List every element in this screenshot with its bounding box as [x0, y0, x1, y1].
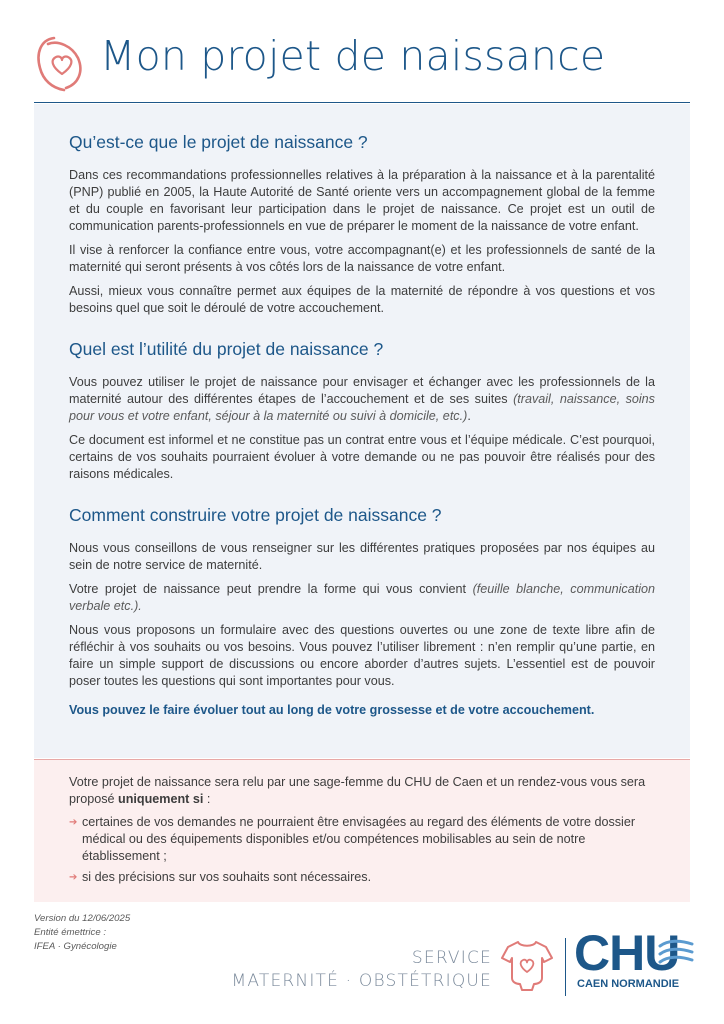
- section-heading: Quel est l’utilité du projet de naissance ?: [69, 339, 384, 359]
- info-intro: [69, 774, 655, 808]
- paragraph: Nous vous conseillons de vous renseigner sur les différentes pratiques proposées par nos équipes au sein de notre service de maternité.: [69, 541, 655, 572]
- arrow-right-icon: ➔: [69, 817, 78, 828]
- chu-city: CAEN: [577, 978, 612, 990]
- page-header: [34, 28, 690, 102]
- list-item: [69, 814, 655, 865]
- section-how-to-build: [69, 505, 655, 719]
- header-divider: [34, 102, 690, 103]
- paragraph: Dans ces recommandations professionnelles relatives à la préparation à la naissance et à la parentalité (PNP) publié en 2005, la Haute Autorité de Santé oriente vers un accompagnement global de la femme et du couple en favorisant leur participation dans le projet de naissance. Ce projet est un outil de communication parents-professionnels en vue de préparer le moment de la naissance de votre enfant.: [69, 168, 655, 233]
- list-item-text: si des précisions sur vos souhaits sont nécessaires.: [82, 870, 372, 884]
- section-what-is: [69, 132, 655, 317]
- paragraph: Il vise à renforcer la confiance entre vous, votre accompagnant(e) et les professionnels de santé de la maternité qui seront présents à vos côtés lors de la naissance de votre enfant.: [69, 243, 655, 274]
- paragraph-italic: (feuille blanche, communication verbale etc.).: [69, 582, 656, 613]
- section-heading: Qu’est-ce que le projet de naissance ?: [69, 132, 368, 152]
- separator-dot: ·: [345, 971, 353, 991]
- main-content-panel: [34, 104, 690, 758]
- section-heading: Comment construire votre projet de naissance ?: [69, 505, 442, 525]
- department-obstetrics: OBSTÉTRIQUE: [358, 971, 492, 991]
- chu-caen-logo: [574, 925, 696, 1000]
- service-name: [200, 948, 492, 991]
- logo-divider: [565, 938, 566, 996]
- info-intro-text: Votre projet de naissance sera relu par une sage-femme du CHU de Caen et un rendez-vous vous sera proposé: [69, 775, 646, 806]
- info-content: [69, 774, 655, 890]
- chu-location: [577, 978, 679, 990]
- service-label: SERVICE: [411, 948, 492, 968]
- paragraph-text: Votre projet de naissance peut prendre la forme qui vous convient: [69, 582, 473, 596]
- paragraph: Aussi, mieux vous connaître permet aux équipes de la maternité de répondre à vos questions et vos besoins quel que soit le déroulé de votre accouchement.: [69, 284, 655, 315]
- paragraph-end: .: [467, 409, 471, 423]
- list-item-text: certaines de vos demandes ne pourraient être envisagées au regard des éléments de votre dossier médical ou des équipements disponibles et/ou compétences mobilisables au sein de notre établissement ;: [82, 815, 636, 863]
- department-maternity: MATERNITÉ: [231, 971, 340, 991]
- pregnant-heart-icon: [34, 34, 88, 94]
- service-department: [200, 971, 492, 991]
- info-panel: [34, 759, 690, 902]
- list-item: [69, 869, 655, 886]
- reasons-list: [69, 814, 655, 886]
- version-date: Version du 12/06/2025: [34, 913, 131, 924]
- chu-wordmark: CHU: [574, 925, 680, 981]
- info-intro-bold: uniquement si: [118, 792, 204, 806]
- section-utility: [69, 339, 655, 483]
- paragraph-text: Vous pouvez utiliser le projet de naissance pour envisager et échanger avec les professionnels de la maternité autour des différentes étapes de l’accouchement et de ses suites: [69, 375, 655, 406]
- paragraph: [69, 581, 655, 615]
- main-content: [69, 132, 655, 741]
- chu-region: NORMANDIE: [611, 978, 680, 990]
- issuing-entity: IFEA · Gynécologie: [34, 941, 117, 952]
- wave-emblem-icon: [656, 936, 696, 980]
- paragraph: [69, 374, 655, 425]
- baby-bodysuit-heart-icon: [500, 938, 554, 992]
- emphasis-note: Vous pouvez le faire évoluer tout au long de votre grossesse et de votre accouchement.: [69, 703, 595, 717]
- paragraph: Nous vous proposons un formulaire avec des questions ouvertes ou une zone de texte libre afin de réfléchir à vos souhaits ou vos besoins. Vous pouvez l’utiliser librement : n’en remplir qu’une partie, en faire un simple support de discussions ou encore aborder d’autres sujets. L’essentiel est de pouvoir poser toutes les questions qui sont importantes pour vous.: [69, 623, 655, 688]
- document-metadata: [34, 912, 130, 954]
- info-intro-end: :: [203, 792, 211, 806]
- issuing-entity-label: Entité émettrice :: [34, 927, 106, 938]
- page-title: Mon projet de naissance: [100, 32, 606, 80]
- arrow-right-icon: ➔: [69, 872, 78, 883]
- paragraph-italic: (travail, naissance, soins pour vous et votre enfant, séjour à la maternité ou suivi à domicile, etc.): [69, 392, 655, 423]
- paragraph: Ce document est informel et ne constitue pas un contrat entre vous et l’équipe médicale. C’est pourquoi, certains de vos souhaits pourraient évoluer à votre demande ou ne pas pouvoir être réalisés pour des raisons médicales.: [69, 433, 655, 481]
